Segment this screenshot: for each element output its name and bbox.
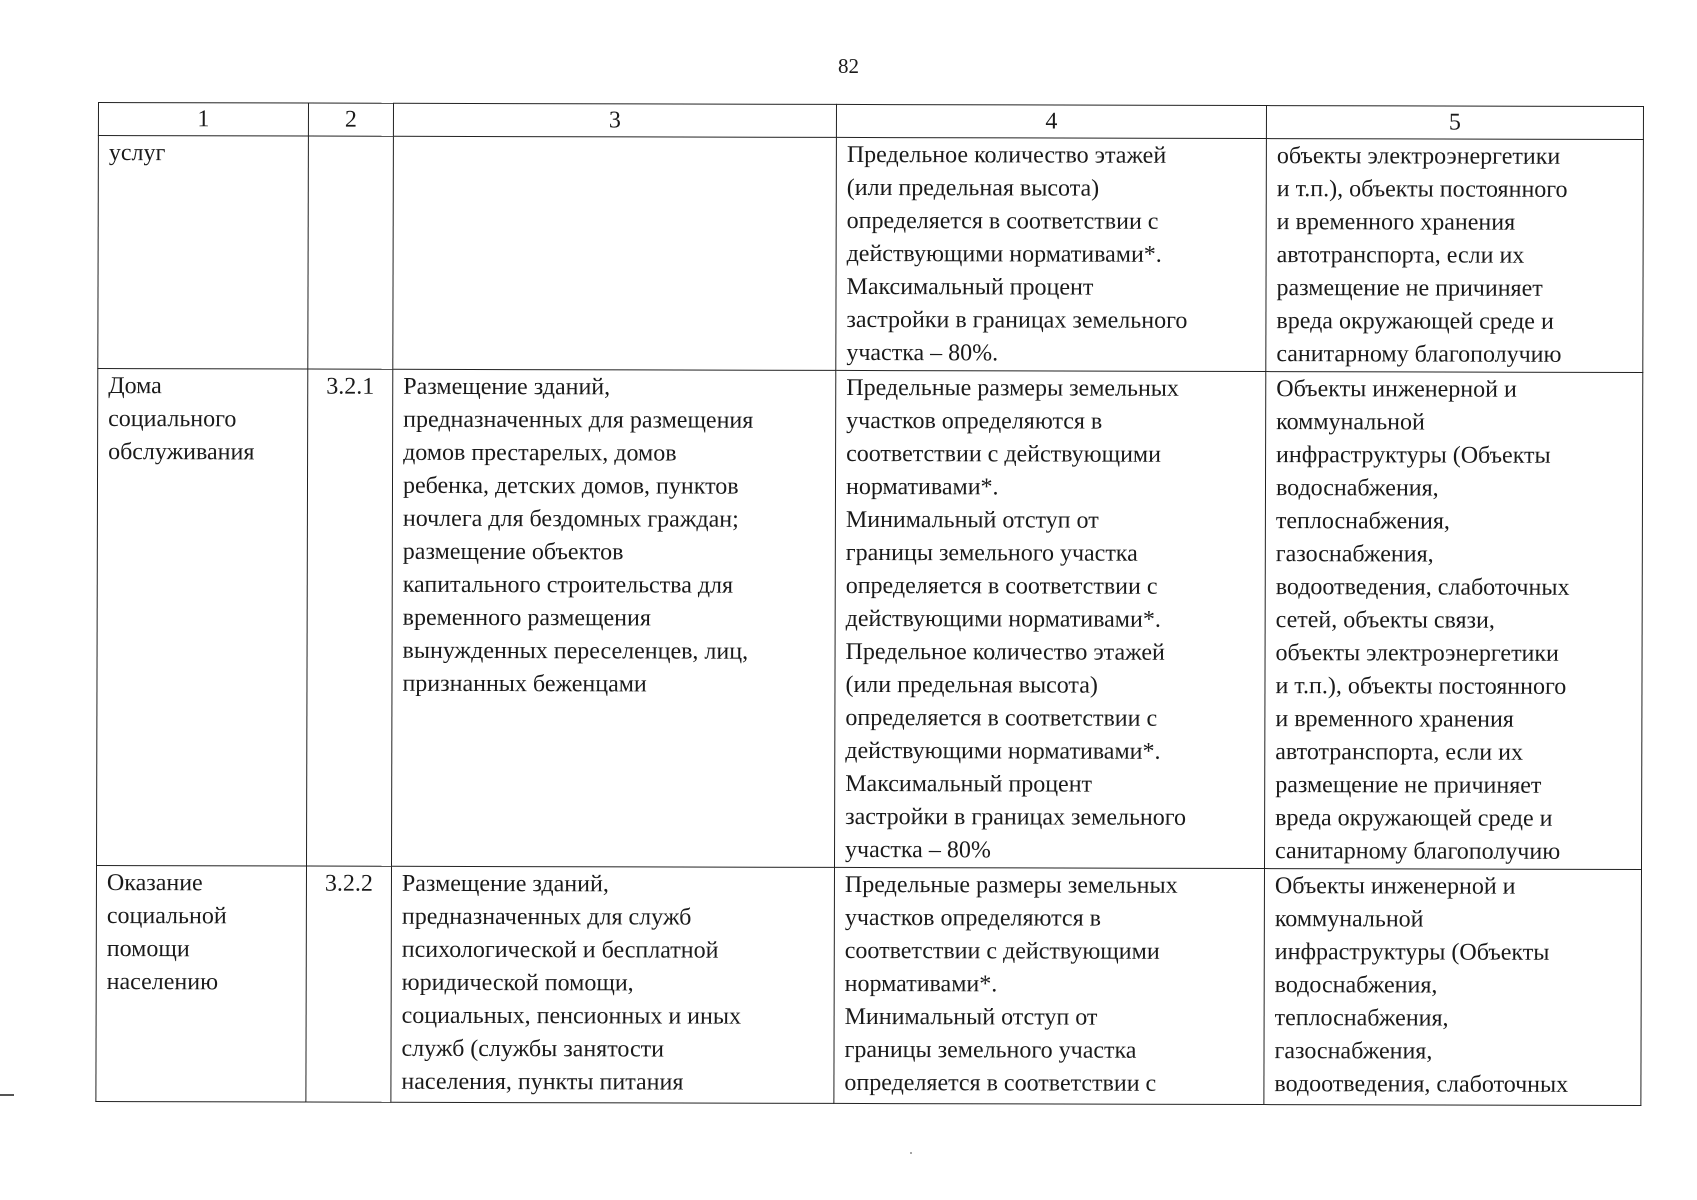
table-row <box>97 369 1643 870</box>
zoning-table <box>95 102 1644 1106</box>
cell-use-code <box>308 136 394 369</box>
cell-use-name: услуг <box>98 136 309 370</box>
page-number: 82 <box>838 54 859 78</box>
header-col-4: 4 <box>836 104 1266 138</box>
header-col-2: 2 <box>308 103 393 136</box>
cell-use-code: 3.2.2 <box>306 866 392 1102</box>
cell-auxiliary-uses: Объекты инженерной и коммунальной инфраструктуры (Объекты водоснабжения, теплоснабжения, газоснабжения, водоотведения, слаботочных сетей, объекты связи, объекты электроэнергетики и т.п.), объекты постоянного и временного хранения автотранспорта, если их размещение не причиняет вреда окружающей среде и санитарному благополучию <box>1264 372 1642 870</box>
cell-parameters: Предельное количество этажей (или предельная высота) определяется в соответствии с действующими нормативами*. Максимальный процент застройки в границах земельного участка – 80%. <box>836 137 1267 371</box>
margin-tick-mark <box>0 1094 14 1096</box>
cell-use-description: Размещение зданий, предназначенных для размещения домов престарелых, домов ребенка, детских домов, пунктов ночлега для бездомных граждан; размещение объектов капитального строительства для временного размещения вынужденных переселенцев, лиц, признанных беженцами <box>392 369 836 867</box>
header-col-1: 1 <box>98 103 308 137</box>
cell-parameters: Предельные размеры земельных участков определяются в соответствии с действующими нормативами*. Минимальный отступ от границы земельного участка определяется в соответствии с действующими нормативами*. Предельное количество этажей (или предельная высота) определяется в соответствии с действующими нормативами*. Максимальный процент застройки в границах земельного участка – 80% <box>834 370 1265 868</box>
scan-speck <box>910 1152 912 1154</box>
cell-use-description <box>393 136 837 370</box>
cell-use-description: Размещение зданий, предназначенных для служб психологической и бесплатной юридической помощи, социальных, пенсионных и иных служб (службы занятости населения, пункты питания <box>391 866 835 1103</box>
table-header-row <box>98 103 1643 140</box>
cell-parameters: Предельные размеры земельных участков определяются в соответствии с действующими нормативами*. Минимальный отступ от границы земельного участка определяется в соответствии с <box>834 867 1265 1104</box>
cell-use-name: Оказание социальной помощи населению <box>96 865 307 1102</box>
cell-use-code: 3.2.1 <box>307 369 393 866</box>
table-row <box>96 865 1642 1105</box>
header-col-3: 3 <box>393 103 836 137</box>
cell-auxiliary-uses: Объекты инженерной и коммунальной инфраструктуры (Объекты водоснабжения, теплоснабжения, газоснабжения, водоотведения, слаботочных <box>1264 869 1642 1106</box>
cell-auxiliary-uses: объекты электроэнергетики и т.п.), объекты постоянного и временного хранения автотранспорта, если их размещение не причиняет вреда окружающей среде и санитарному благополучию <box>1266 139 1644 373</box>
cell-use-name: Дома социального обслуживания <box>97 369 308 867</box>
table-row <box>98 136 1644 373</box>
header-col-5: 5 <box>1266 106 1643 140</box>
